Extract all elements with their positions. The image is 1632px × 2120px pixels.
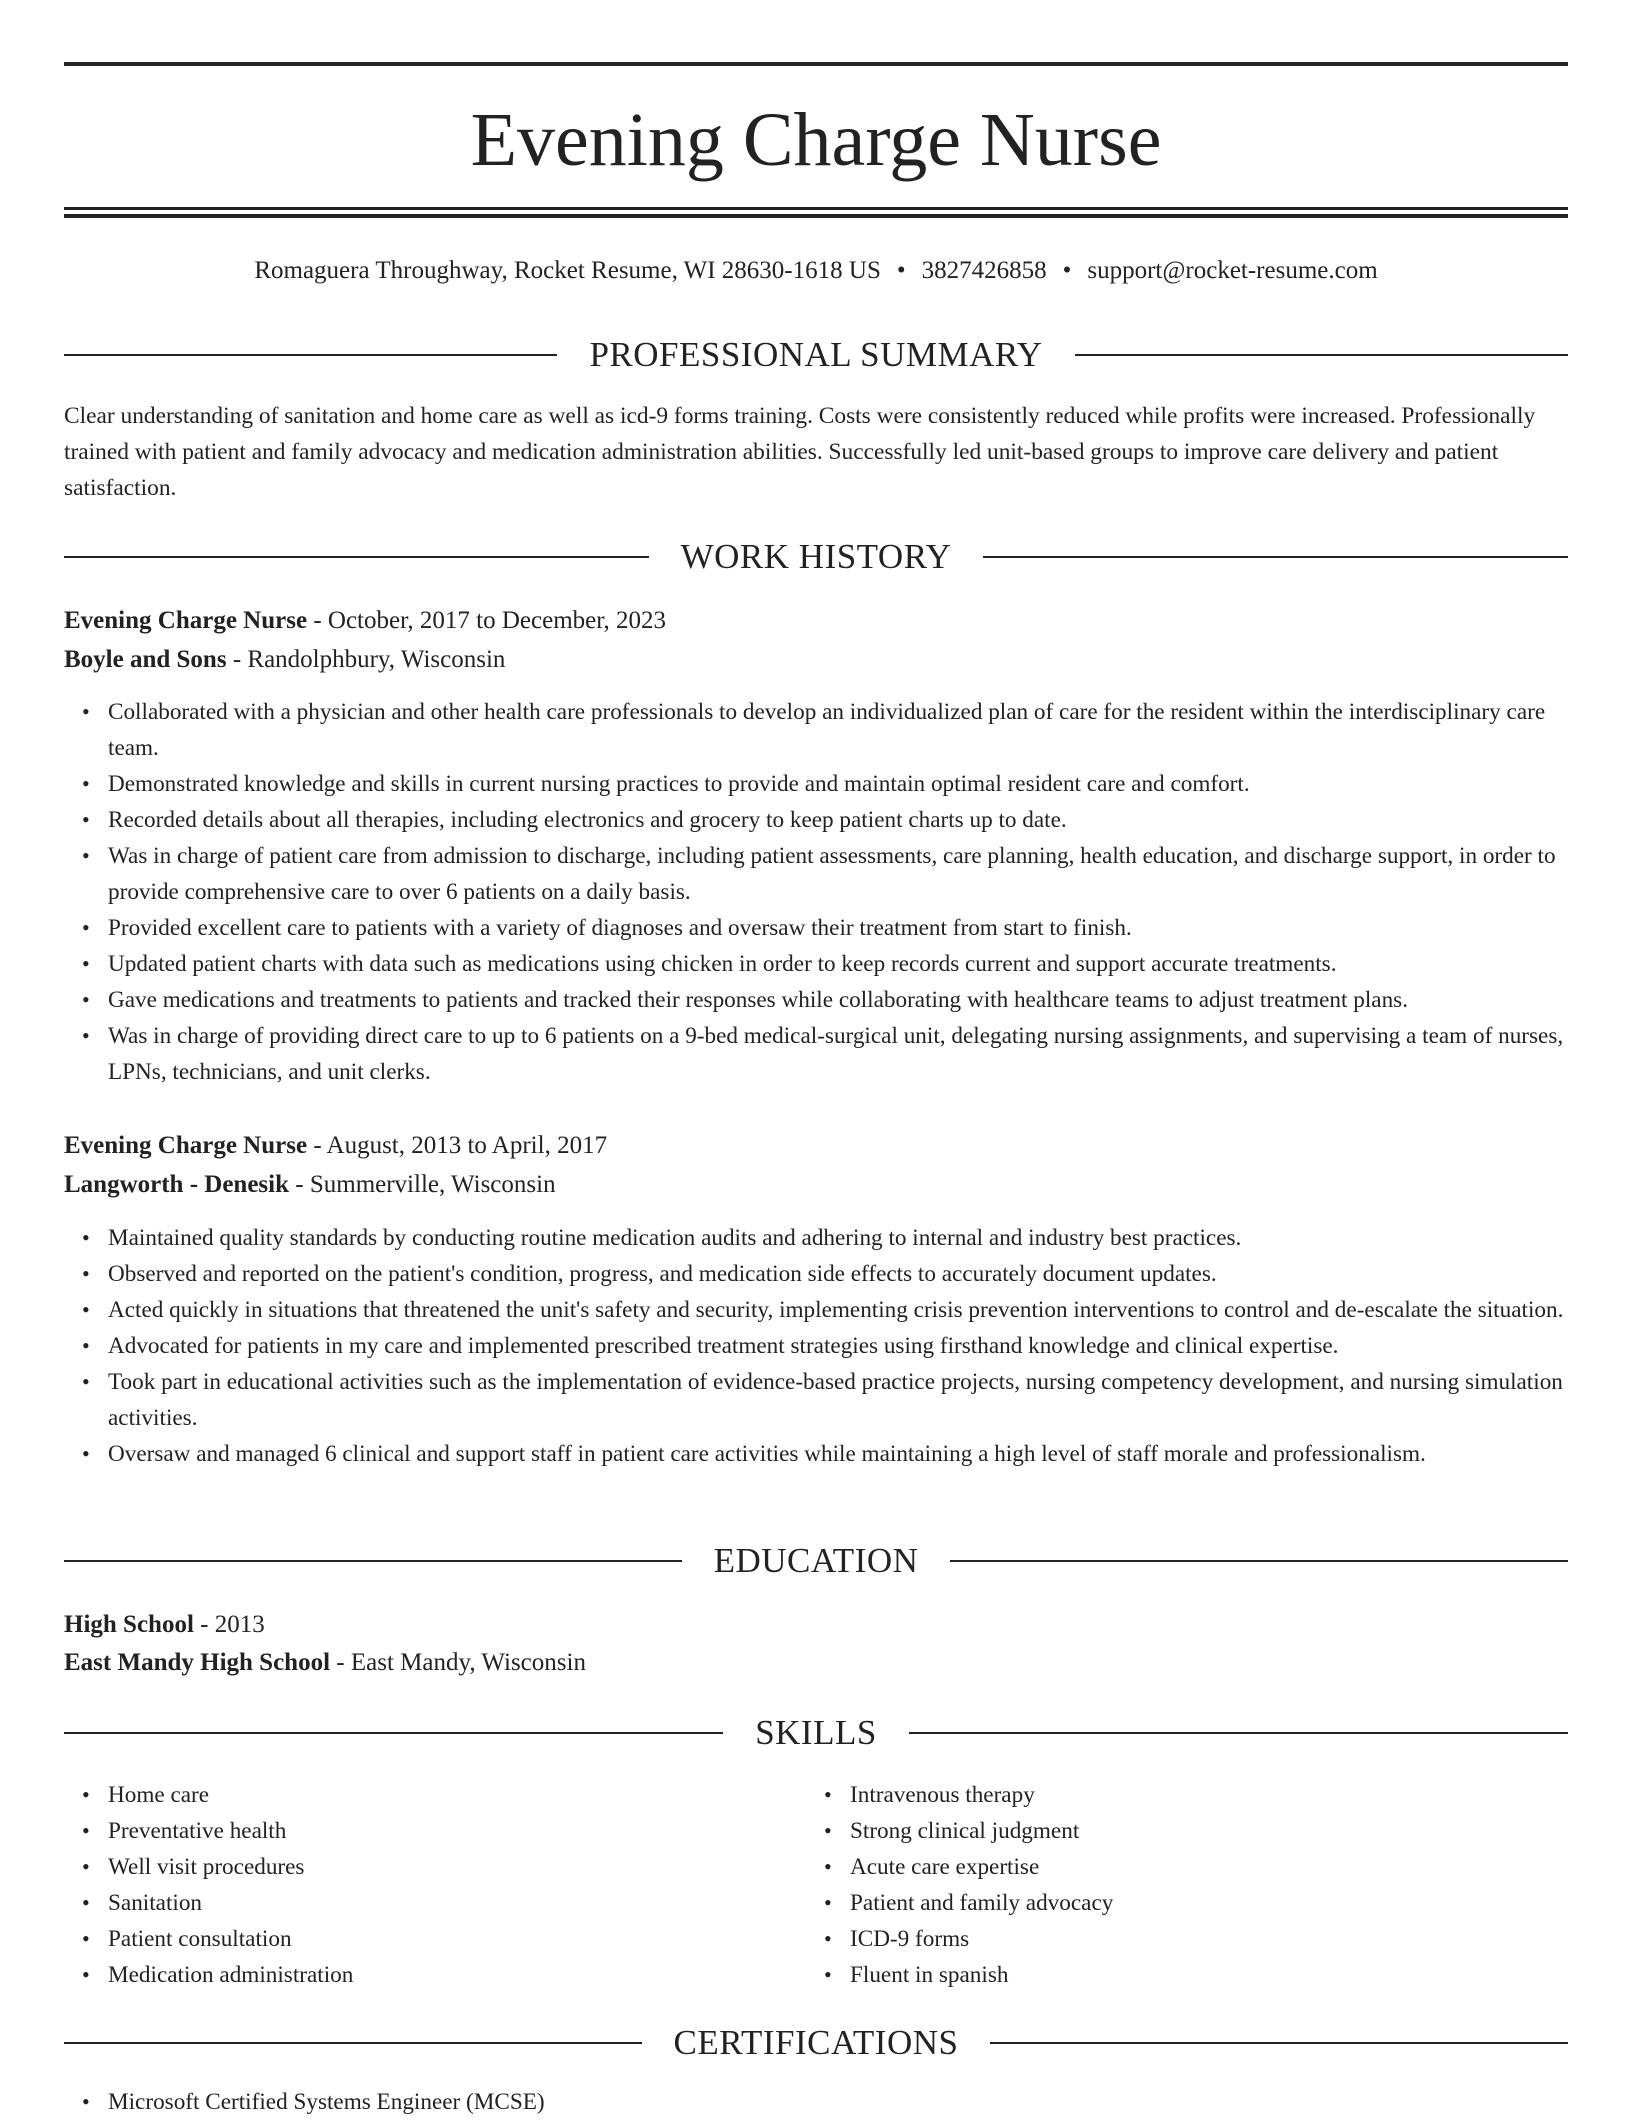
job-bullet: • Took part in educational activities such as the implementation of evidence-based practice projects, nursing competency development, and nursing simulation activities. (108, 1364, 1568, 1436)
job-company: Langworth - Denesik (64, 1171, 290, 1198)
job-bullet: • Was in charge of providing direct care to up to 6 patients on a 9-bed medical-surgical unit, delegating nursing assignments, and supervising a team of nurses, LPNs, technicians, and unit clerks. (108, 1018, 1568, 1090)
contact-line (64, 254, 1568, 288)
job-title: Evening Charge Nurse (64, 607, 308, 634)
section-title: EDUCATION (713, 1541, 919, 1580)
summary-text: Clear understanding of sanitation and home care as well as icd-9 forms training. Costs were consistently reduced while profits were increased. Professionally trained with patient and family advocacy and medication administration abilities. Successfully led unit-based groups to improve care delivery and patient satisfaction. (64, 403, 1536, 501)
section-title: SKILLS (755, 1713, 877, 1752)
job-bullet: • Advocated for patients in my care and implemented prescribed treatment strategies using firsthand knowledge and clinical expertise. (108, 1328, 1568, 1364)
job-bullet: • Demonstrated knowledge and skills in current nursing practices to provide and maintain optimal resident care and comfort. (108, 766, 1568, 802)
education-degree: High School (64, 1611, 194, 1638)
job-bullets (64, 1220, 1568, 1472)
section-header-education (64, 1538, 1568, 1584)
job-company-line (64, 1166, 1568, 1204)
job-bullet: • Observed and reported on the patient's condition, progress, and medication side effects to accurately document updates. (108, 1256, 1568, 1292)
skill-item: • Preventative health (108, 1813, 1568, 1849)
skill-item: • Intravenous therapy (850, 1777, 1632, 1813)
section-rule (950, 1560, 1568, 1562)
skill-item: • Sanitation (108, 1885, 1568, 1921)
job-bullet: • Oversaw and managed 6 clinical and support staff in patient care activities while maintaining a high level of staff morale and professionalism. (108, 1436, 1568, 1472)
education-year: - 2013 (200, 1611, 265, 1638)
certifications-list (64, 2084, 1568, 2120)
job-bullet: • Was in charge of patient care from admission to discharge, including patient assessments, care planning, health education, and discharge support, in order to provide comprehensive care to over 6 patients on a daily basis. (108, 838, 1568, 910)
section-header-certifications (64, 2020, 1568, 2066)
section-title: CERTIFICATIONS (673, 2023, 959, 2062)
job-dates: - October, 2017 to December, 2023 (313, 607, 667, 634)
job-bullet: • Recorded details about all therapies, including electronics and grocery to keep patient charts up to date. (108, 802, 1568, 838)
skill-item: • Strong clinical judgment (850, 1813, 1632, 1849)
job-location: - Summerville, Wisconsin (295, 1171, 556, 1198)
job-location: - Randolphbury, Wisconsin (232, 646, 506, 673)
certification-item: • Microsoft Certified Systems Engineer (MCSE) (108, 2084, 1568, 2120)
section-title: PROFESSIONAL SUMMARY (589, 335, 1043, 374)
skill-item: • ICD-9 forms (850, 1921, 1632, 1957)
section-rule (983, 556, 1568, 558)
skill-item: • Well visit procedures (108, 1849, 1568, 1885)
header-rule-double-2 (64, 214, 1568, 218)
job-dates: - August, 2013 to April, 2017 (313, 1132, 608, 1159)
education-school-line (64, 1644, 1568, 1682)
section-rule (64, 1560, 682, 1562)
skill-item: • Acute care expertise (850, 1849, 1632, 1885)
section-rule (909, 1732, 1568, 1734)
section-rule (990, 2042, 1568, 2044)
section-rule (64, 354, 557, 356)
skill-item: • Patient consultation (108, 1921, 1568, 1957)
contact-separator: • (1062, 257, 1072, 284)
header-rule-double-1 (64, 207, 1568, 210)
section-rule (64, 1732, 723, 1734)
job-bullet: • Provided excellent care to patients with a variety of diagnoses and oversaw their treatment from start to finish. (108, 910, 1568, 946)
skill-item: • Home care (108, 1777, 1568, 1813)
job-bullets (64, 694, 1568, 1090)
education-school: East Mandy High School (64, 1649, 331, 1676)
section-rule (1075, 354, 1568, 356)
skills-list-right (806, 1777, 1632, 1993)
job-title: Evening Charge Nurse (64, 1132, 308, 1159)
job-bullet: • Maintained quality standards by conducting routine medication audits and adhering to internal and industry best practices. (108, 1220, 1568, 1256)
resume-title: Evening Charge Nurse (470, 98, 1162, 182)
section-header-skills (64, 1710, 1568, 1756)
job-company-line (64, 641, 1568, 679)
education-location: - East Mandy, Wisconsin (336, 1649, 586, 1676)
job-company: Boyle and Sons (64, 646, 227, 673)
job-title-line (64, 602, 1568, 640)
section-rule (64, 2042, 642, 2044)
job-bullet: • Acted quickly in situations that threatened the unit's safety and security, implementing crisis prevention interventions to control and de-escalate the situation. (108, 1292, 1568, 1328)
section-rule (64, 556, 649, 558)
skill-item: • Fluent in spanish (850, 1957, 1632, 1993)
job-bullet: • Updated patient charts with data such as medications using chicken in order to keep records current and support accurate treatments. (108, 946, 1568, 982)
section-title: WORK HISTORY (680, 537, 952, 576)
contact-email: support@rocket-resume.com (1087, 257, 1378, 284)
job-bullet: • Gave medications and treatments to patients and tracked their responses while collaborating with healthcare teams to adjust treatment plans. (108, 982, 1568, 1018)
education-degree-line (64, 1606, 1568, 1644)
section-header-work-history (64, 534, 1568, 580)
contact-phone: 3827426858 (921, 257, 1047, 284)
contact-address: Romaguera Throughway, Rocket Resume, WI 28630-1618 US (254, 257, 881, 284)
header-rule-top (64, 62, 1568, 66)
skill-item: • Patient and family advocacy (850, 1885, 1632, 1921)
skill-item: • Medication administration (108, 1957, 1568, 1993)
job-bullet: • Collaborated with a physician and other health care professionals to develop an individualized plan of care for the resident within the interdisciplinary care team. (108, 694, 1568, 766)
contact-separator: • (896, 257, 906, 284)
job-title-line (64, 1127, 1568, 1165)
section-header-summary (64, 332, 1568, 378)
